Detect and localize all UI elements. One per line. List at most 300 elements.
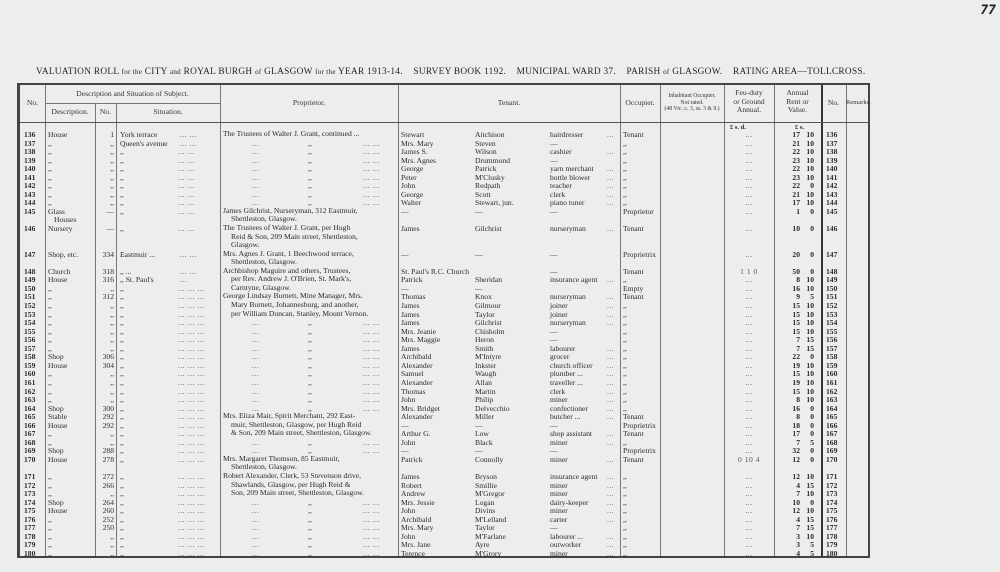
feu-duty: ... xyxy=(745,318,753,328)
feu-duty: ... xyxy=(745,429,753,439)
tenant-first-name: Peter xyxy=(401,172,417,182)
proprietor-line: George Lindsay Burnett, Mine Manager, Mrs. xyxy=(223,291,363,301)
row-number-right: 138 xyxy=(826,147,838,157)
situation: ,, xyxy=(120,472,124,481)
situation-dots: ... ... ... xyxy=(178,412,205,422)
row-number-right: 157 xyxy=(826,343,838,353)
row-number: 178 xyxy=(24,531,36,541)
tenant-first-name: John xyxy=(401,506,416,516)
occupation-dots: ... xyxy=(607,318,615,328)
rent-shillings: 10 xyxy=(806,386,814,396)
tenant-occupation: insurance agent xyxy=(550,472,598,481)
row-number: 155 xyxy=(24,326,36,336)
rent-shillings: 10 xyxy=(806,395,814,405)
rent-shillings: 10 xyxy=(806,506,814,516)
occupation-dots: ... xyxy=(607,548,615,558)
occupier: ,, xyxy=(623,437,627,447)
occupation-dots: ... xyxy=(607,531,615,541)
row-number-right: 169 xyxy=(826,446,838,456)
tenant-surname: Gilchrist xyxy=(475,318,502,328)
occupier: ,, xyxy=(623,548,627,558)
proprietor-ditto: ,, xyxy=(308,155,312,165)
feu-duty: ... xyxy=(745,395,753,405)
house-number: 278 xyxy=(102,454,114,464)
occupation-dots: ... xyxy=(607,489,615,499)
rent-pounds: 7 xyxy=(796,523,800,533)
situation-dots: ... ... ... xyxy=(178,540,205,550)
row-number: 157 xyxy=(24,343,36,353)
table-row xyxy=(20,455,869,464)
house-number: ,, xyxy=(110,369,114,379)
occupation-dots: ... xyxy=(607,437,615,447)
tenant-surname: Aitchison xyxy=(475,130,505,139)
proprietor-ditto-dots: ... ... xyxy=(363,523,380,533)
tenant-surname: — xyxy=(475,420,483,430)
tenant-occupation: shop assistant xyxy=(550,429,592,439)
feu-duty: 0 10 4 xyxy=(738,454,760,464)
situation: ,, xyxy=(120,523,124,533)
proprietor-line: Shawlands, Glasgow, per Hugh Reid & xyxy=(231,479,351,489)
tenant-occupation: miner xyxy=(550,454,568,464)
situation: ,, xyxy=(120,198,124,208)
feu-duty: ... xyxy=(745,403,753,413)
proprietor xyxy=(223,224,358,250)
tenant-surname: Smith xyxy=(475,343,494,353)
situation: ,, xyxy=(120,420,124,430)
title-part: CITY xyxy=(144,67,168,77)
row-number: 142 xyxy=(24,181,36,191)
occupier: ,, xyxy=(623,497,627,507)
rent-shillings: 10 xyxy=(806,147,814,157)
description: ,, xyxy=(48,369,52,379)
situation: ,, xyxy=(120,283,124,293)
row-number-right: 142 xyxy=(826,181,838,191)
description: ,, xyxy=(48,318,52,328)
proprietor-ditto-dots: ... ... xyxy=(363,369,380,379)
proprietor-line: Mary Burnett, Johannesburg, and another, xyxy=(231,299,359,309)
situation-dots: ... ... xyxy=(178,147,195,157)
situation-dots: ... ... xyxy=(178,164,195,174)
rent-shillings: 10 xyxy=(806,283,814,293)
rent-shillings: 0 xyxy=(810,412,814,422)
tenant-surname: Black xyxy=(475,437,493,447)
description: ,, xyxy=(48,189,52,199)
tenant-occupation: miner xyxy=(550,395,568,405)
situation: ,, xyxy=(120,489,124,499)
tenant-occupation: nurseryman xyxy=(550,224,586,234)
rent-shillings: 15 xyxy=(806,335,814,345)
house-number: 312 xyxy=(102,292,114,302)
tenant-occupation: piano tuner xyxy=(550,198,585,208)
rent-shillings: 0 xyxy=(810,206,814,216)
proprietor-ditto-dots: ... ... xyxy=(363,343,380,353)
description: Shop, etc. xyxy=(48,249,79,259)
header-feu-duty xyxy=(724,89,774,115)
proprietor-ditto: ,, xyxy=(308,343,312,353)
rent-shillings: 10 xyxy=(806,489,814,499)
valuation-table xyxy=(17,83,870,558)
row-number-right: 148 xyxy=(826,266,838,276)
table-row xyxy=(20,549,869,558)
row-number: 168 xyxy=(24,437,36,447)
page-title xyxy=(36,67,866,77)
tenant-first-name: George xyxy=(401,189,424,199)
rent-pounds: 4 xyxy=(796,548,800,558)
proprietor-ditto-dots: ... xyxy=(252,360,260,370)
situation: ,, xyxy=(120,343,124,353)
description: ,, xyxy=(48,164,52,174)
situation-dots: ... ... ... xyxy=(178,472,205,481)
rent-pounds: 10 xyxy=(792,224,800,234)
tenant-occupation: church officer xyxy=(550,360,593,370)
proprietor-ditto-dots: ... ... xyxy=(363,155,380,165)
situation: ,, xyxy=(120,172,124,182)
rent-pounds: 15 xyxy=(792,301,800,310)
header-line: Inhabitant Occupier. xyxy=(668,93,716,99)
rent-pounds: 3 xyxy=(796,531,800,541)
row-number: 164 xyxy=(24,403,36,413)
rent-shillings: 0 xyxy=(810,224,814,234)
tenant-first-name: James S. xyxy=(401,147,428,157)
tenant-surname: M'Grory xyxy=(475,548,502,558)
tenant-surname: — xyxy=(475,249,483,259)
tenant-first-name: Mrs. Mary xyxy=(401,138,434,148)
situation: ,, xyxy=(120,335,124,345)
proprietor xyxy=(223,130,359,139)
tenant-occupation: — xyxy=(550,266,558,276)
feu-duty: ... xyxy=(745,437,753,447)
proprietor-ditto-dots: ... xyxy=(252,189,260,199)
situation-dots: ... ... xyxy=(178,172,195,182)
house-number: 264 xyxy=(102,497,114,507)
situation-dots: ... ... ... xyxy=(178,429,205,439)
proprietor xyxy=(223,267,351,293)
feu-duty: ... xyxy=(745,206,753,216)
proprietor-ditto-dots: ... ... xyxy=(363,335,380,345)
proprietor-ditto-dots: ... xyxy=(252,437,260,447)
proprietor-line: Archbishop Maguire and others, Trustees, xyxy=(223,265,351,275)
rent-shillings: 10 xyxy=(806,472,814,481)
proprietor-ditto-dots: ... xyxy=(252,531,260,541)
table-row xyxy=(20,224,869,233)
rent-shillings: 10 xyxy=(806,326,814,336)
tenant-occupation: joiner xyxy=(550,301,568,310)
tenant-first-name: Mrs. Jeanie xyxy=(401,326,437,336)
rent-pounds: 32 xyxy=(792,446,800,456)
rent-shillings: 10 xyxy=(806,189,814,199)
row-number: 146 xyxy=(24,224,36,234)
description: ,, xyxy=(48,147,52,157)
proprietor-line: The Trustees of Walter J. Grant, continued ... xyxy=(223,129,360,138)
row-number: 179 xyxy=(24,540,36,550)
description: House xyxy=(48,506,68,516)
row-number-right: 163 xyxy=(826,395,838,405)
situation: ,, xyxy=(120,506,124,516)
description: Shop xyxy=(48,403,64,413)
situation: ,, xyxy=(120,540,124,550)
proprietor-ditto-dots: ... ... xyxy=(363,181,380,191)
rent-shillings: 0 xyxy=(810,266,814,276)
header-line: Feu-duty xyxy=(735,88,763,97)
description: ,, xyxy=(48,138,52,148)
rent-pounds: 17 xyxy=(792,130,800,139)
tenant-occupation: clerk xyxy=(550,189,566,199)
row-number-right: 147 xyxy=(826,249,838,259)
proprietor-ditto: ,, xyxy=(308,198,312,208)
situation: ,, xyxy=(120,326,124,336)
house-number: ,, xyxy=(110,437,114,447)
occupation-dots: ... xyxy=(607,369,615,379)
house-number: 260 xyxy=(102,506,114,516)
row-number: 149 xyxy=(24,275,36,285)
occupier: ,, xyxy=(623,540,627,550)
occupier: ,, xyxy=(623,309,627,319)
rent-shillings: 0 xyxy=(810,497,814,507)
description: Church xyxy=(48,266,71,276)
proprietor-ditto-dots: ... xyxy=(252,147,260,157)
house-number: ,, xyxy=(110,301,114,310)
occupier: ,, xyxy=(623,489,627,499)
row-number: 174 xyxy=(24,497,36,507)
row-number: 170 xyxy=(24,454,36,464)
rent-pounds: 21 xyxy=(792,138,800,148)
situation-dots: ... ... xyxy=(180,130,197,139)
proprietor-ditto-dots: ... ... xyxy=(363,189,380,199)
feu-duty: 1 1 0 xyxy=(740,266,758,276)
house-number: ,, xyxy=(110,335,114,345)
description: Shop xyxy=(48,446,64,456)
annual-units: £ s. xyxy=(795,124,805,131)
situation-dots: ... ... ... xyxy=(178,523,205,533)
proprietor-ditto: ,, xyxy=(308,403,312,413)
row-number-right: 150 xyxy=(826,283,838,293)
tenant-occupation: miner xyxy=(550,480,568,490)
occupier: ,, xyxy=(623,531,627,541)
situation: ,, xyxy=(120,318,124,328)
occupation-dots: ... xyxy=(607,386,615,396)
rent-pounds: 10 xyxy=(792,497,800,507)
tenant-surname: Ayre xyxy=(475,540,490,550)
tenant-first-name: James xyxy=(401,301,420,310)
occupier: ,, xyxy=(623,326,627,336)
feu-duty: ... xyxy=(745,181,753,191)
house-number: ,, xyxy=(110,540,114,550)
situation: ,, xyxy=(120,386,124,396)
house-number: ,, xyxy=(110,386,114,396)
house-number: ,, xyxy=(110,181,114,191)
rent-shillings: 15 xyxy=(806,480,814,490)
title-part: VALUATION ROLL xyxy=(36,67,119,77)
proprietor-ditto: ,, xyxy=(308,377,312,387)
proprietor-ditto-dots: ... xyxy=(252,386,260,396)
proprietor-line: Shettleston, Glasgow. xyxy=(231,214,297,224)
situation-dots: ... ... ... xyxy=(178,335,205,345)
occupier: ,, xyxy=(623,360,627,370)
tenant-first-name: — xyxy=(401,206,409,216)
row-number-right: 177 xyxy=(826,523,838,533)
situation-dots: ... ... xyxy=(178,189,195,199)
proprietor-ditto: ,, xyxy=(308,181,312,191)
description: ,, xyxy=(48,309,52,319)
tenant-first-name: John xyxy=(401,181,416,191)
occupation-dots: ... xyxy=(607,309,615,319)
feu-duty: ... xyxy=(745,309,753,319)
description: ,, xyxy=(48,198,52,208)
tenant-first-name: James xyxy=(401,224,420,234)
tenant-first-name: James xyxy=(401,343,420,353)
row-number-right: 145 xyxy=(826,206,838,216)
proprietor-ditto-dots: ... ... xyxy=(363,352,380,362)
proprietor-ditto-dots: ... ... xyxy=(363,437,380,447)
tenant-surname: Miller xyxy=(475,412,494,422)
situation: ,, xyxy=(120,395,124,405)
description: House xyxy=(48,360,68,370)
tenant-first-name: Arthur G. xyxy=(401,429,431,439)
tenant-occupation: — xyxy=(550,335,558,345)
occupation-dots: ... xyxy=(607,301,615,310)
row-number: 145 xyxy=(24,206,36,216)
description: ,, xyxy=(48,155,52,165)
row-number: 169 xyxy=(24,446,36,456)
occupier: Proprietrix xyxy=(623,446,656,456)
proprietor-ditto-dots: ... ... xyxy=(363,514,380,524)
rent-shillings: 10 xyxy=(806,198,814,208)
proprietor-line: muir, Shettleston, Glasgow, per Hugh Reid xyxy=(231,419,362,429)
tenant-occupation: confectioner xyxy=(550,403,588,413)
house-number: ,, xyxy=(110,548,114,558)
situation: ,, xyxy=(120,454,124,464)
house-number: ,, xyxy=(110,172,114,182)
tenant-occupation: labourer ... xyxy=(550,531,583,541)
row-number: 173 xyxy=(24,489,36,499)
situation: ,, xyxy=(120,309,124,319)
tenant-first-name: Samuel xyxy=(401,369,424,379)
situation: ,, xyxy=(120,164,124,174)
rent-pounds: 22 xyxy=(792,164,800,174)
situation-dots: ... ... ... xyxy=(178,531,205,541)
proprietor-line: per Rev. Andrew J. O'Brien, St. Mark's, xyxy=(231,274,352,284)
proprietor-ditto: ,, xyxy=(308,540,312,550)
header-rule xyxy=(45,103,220,104)
feu-duty: ... xyxy=(745,369,753,379)
rent-pounds: 12 xyxy=(792,472,800,481)
rent-pounds: 1 xyxy=(796,206,800,216)
feu-duty: ... xyxy=(745,360,753,370)
situation-dots: ... ... ... xyxy=(178,497,205,507)
row-number-right: 166 xyxy=(826,420,838,430)
house-number: ,, xyxy=(110,326,114,336)
header-remarks: Remarks. xyxy=(846,99,871,106)
proprietor-ditto-dots: ... ... xyxy=(363,403,380,413)
description: ,, xyxy=(48,514,52,524)
description: ,, xyxy=(48,283,52,293)
situation-dots: ... ... xyxy=(178,206,195,216)
proprietor-line: James Gilchrist, Nurseryman, 312 Eastmuir, xyxy=(223,205,358,215)
situation: ,, xyxy=(120,429,124,439)
house-number: ,, xyxy=(110,377,114,387)
situation-dots: ... ... ... xyxy=(178,420,205,430)
tenant-surname: Low xyxy=(475,429,489,439)
situation-dots: ... ... ... xyxy=(178,514,205,524)
description: ,, xyxy=(48,386,52,396)
description: ,, xyxy=(48,301,52,310)
row-number-right: 156 xyxy=(826,335,838,345)
proprietor-ditto-dots: ... ... xyxy=(363,386,380,396)
proprietor-ditto-dots: ... ... xyxy=(363,147,380,157)
header-inhabitant-occupier xyxy=(660,93,724,113)
house-number: 334 xyxy=(102,249,114,259)
tenant-occupation: traveller ... xyxy=(550,377,583,387)
tenant-occupation: dairy-keeper xyxy=(550,497,589,507)
header-line: Value. xyxy=(787,105,808,115)
header-line: (48 Vic. c. 3, ss. 3 & 9.) xyxy=(664,106,720,112)
rent-pounds: 19 xyxy=(792,377,800,387)
situation-dots: ... ... ... xyxy=(178,489,205,499)
feu-duty: ... xyxy=(745,283,753,293)
row-number: 158 xyxy=(24,352,36,362)
proprietor-ditto: ,, xyxy=(308,446,312,456)
row-number: 177 xyxy=(24,523,36,533)
row-number-right: 137 xyxy=(826,138,838,148)
tenant-occupation: hairdresser xyxy=(550,130,584,139)
feu-duty: ... xyxy=(745,506,753,516)
rent-pounds: 20 xyxy=(792,249,800,259)
title-part: YEAR 1913-14. xyxy=(338,67,403,77)
description: ,, xyxy=(48,531,52,541)
proprietor-ditto-dots: ... xyxy=(252,369,260,379)
house-number: ,, xyxy=(110,489,114,499)
situation: ,, xyxy=(120,369,124,379)
proprietor-ditto-dots: ... xyxy=(252,335,260,345)
feu-duty: ... xyxy=(745,275,753,285)
house-number: ,, xyxy=(110,429,114,439)
tenant-occupation: miner xyxy=(550,506,568,516)
proprietor-line: Mrs. Agnes J. Grant, 1 Beechwood terrace, xyxy=(223,248,354,258)
header-line: or Ground xyxy=(733,96,765,106)
description: ,, xyxy=(48,395,52,405)
row-number-right: 153 xyxy=(826,309,838,319)
rent-shillings: 0 xyxy=(810,181,814,191)
situation: ,, xyxy=(120,548,124,558)
feu-duty: ... xyxy=(745,412,753,422)
tenant-surname: Logan xyxy=(475,497,495,507)
proprietor xyxy=(223,292,368,318)
row-number-right: 136 xyxy=(826,130,838,139)
proprietor-ditto-dots: ... xyxy=(252,352,260,362)
occupier: ,, xyxy=(623,523,627,533)
occupation-dots: ... xyxy=(607,429,615,439)
proprietor xyxy=(223,412,372,438)
header-number: No. xyxy=(99,107,112,116)
row-number: 163 xyxy=(24,395,36,405)
rent-shillings: 10 xyxy=(806,172,814,182)
tenant-first-name: Thomas xyxy=(401,386,426,396)
occupation-dots: ... xyxy=(607,352,615,362)
rent-pounds: 50 xyxy=(792,266,800,276)
rent-pounds: 8 xyxy=(796,395,800,405)
situation: ,, xyxy=(120,412,124,422)
proprietor-ditto: ,, xyxy=(308,506,312,516)
rent-shillings: 10 xyxy=(806,301,814,310)
row-number-right: 155 xyxy=(826,326,838,336)
situation: Queen's avenue xyxy=(120,138,168,148)
proprietor-ditto-dots: ... ... xyxy=(363,506,380,516)
situation-dots: ... ... ... xyxy=(178,326,205,336)
description: House xyxy=(48,420,68,430)
tenant-occupation: grocer xyxy=(550,352,570,362)
row-number: 148 xyxy=(24,266,36,276)
proprietor-ditto: ,, xyxy=(308,386,312,396)
